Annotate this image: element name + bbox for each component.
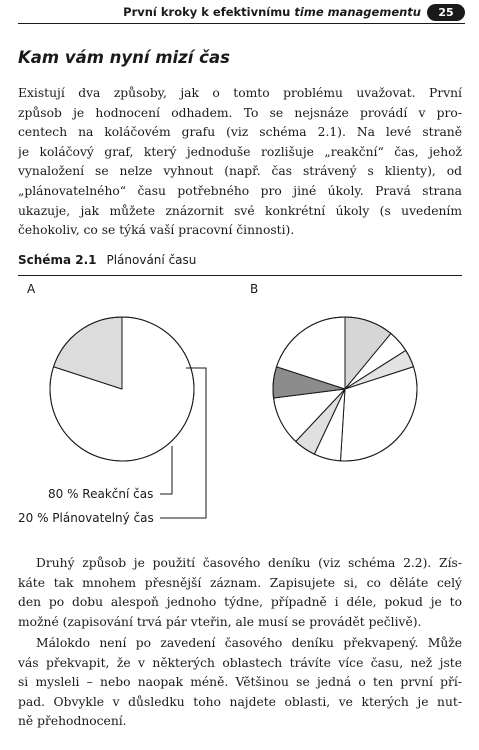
section-title: Kam vám nyní mizí čas <box>18 48 230 67</box>
paragraph-line: ně přehodnocení. <box>18 714 127 729</box>
paragraph-line: způsob je hodnocení odhadem. To se nejsnáze provádí v pro- <box>18 105 462 120</box>
paragraph-line: káte tak mnohem přesnější záznam. Zapisujete si, co děláte celý <box>18 575 462 590</box>
paragraph-line: Existují dva způsoby, jak o tomto problému uvažovat. První <box>18 86 462 100</box>
paragraph-line: vás překvapit, že v některých oblastech trávíte více času, než jste <box>18 655 462 670</box>
paragraph-3 <box>18 634 462 732</box>
paragraph-2 <box>18 554 462 632</box>
paragraph-line: ukazuje, jak můžete znázornit své konkrétní úkoly (s uvedením <box>18 203 462 218</box>
paragraph-line: si mysleli – nebo naopak méně. Většinou se jedná o ten první pří- <box>18 675 462 690</box>
figure-number: Schéma 2.1 <box>18 253 97 267</box>
paragraph-line: čehokoliv, co se týká vaší pracovní činnosti). <box>18 223 295 238</box>
leader-line <box>160 446 172 494</box>
paragraph-line: možné (zapisování trvá pár vteřin, ale musí se provádět pečlivě). <box>18 614 422 629</box>
panel-a-label: A <box>27 282 36 296</box>
paragraph-line: vynaložení se nelze vyhnout (např. čas strávený s klienty), od <box>18 164 462 179</box>
header-title: První kroky k efektivnímu time managementu <box>123 5 421 19</box>
paragraph-line: Málokdo není po zavedení časového deníku překvapený. Může <box>36 636 462 650</box>
paragraph-line: den po dobu alespoň jednoho týdne, případně i déle, pokud je to <box>18 595 462 610</box>
header-title-italic: time managementu <box>294 5 421 19</box>
paragraph-line: pad. Obvykle v důsledku toho najdete oblasti, ve kterých je nut- <box>18 694 462 709</box>
paragraph-line: Druhý způsob je použití časového deníku (viz schéma 2.2). Zís- <box>36 556 462 570</box>
pie-chart-b <box>273 317 417 461</box>
page-number-badge: 25 <box>427 4 465 21</box>
figure-title: Plánování času <box>106 253 197 267</box>
legend-item-reactive: 80 % Reakční čas <box>48 487 154 501</box>
paragraph-line: centech na koláčovém grafu (viz schéma 2.1). Na levé straně <box>18 125 462 140</box>
panel-b-label: B <box>250 282 259 296</box>
pie-chart-a <box>50 317 194 461</box>
paragraph-line: je koláčový graf, který jednoduše rozlišuje „reakční“ čas, jehož <box>18 144 462 159</box>
paragraph-line: „plánovatelného“ času potřebného pro jiné úkoly. Pravá strana <box>18 183 462 198</box>
legend-item-plannable: 20 % Plánovatelný čas <box>18 511 154 525</box>
